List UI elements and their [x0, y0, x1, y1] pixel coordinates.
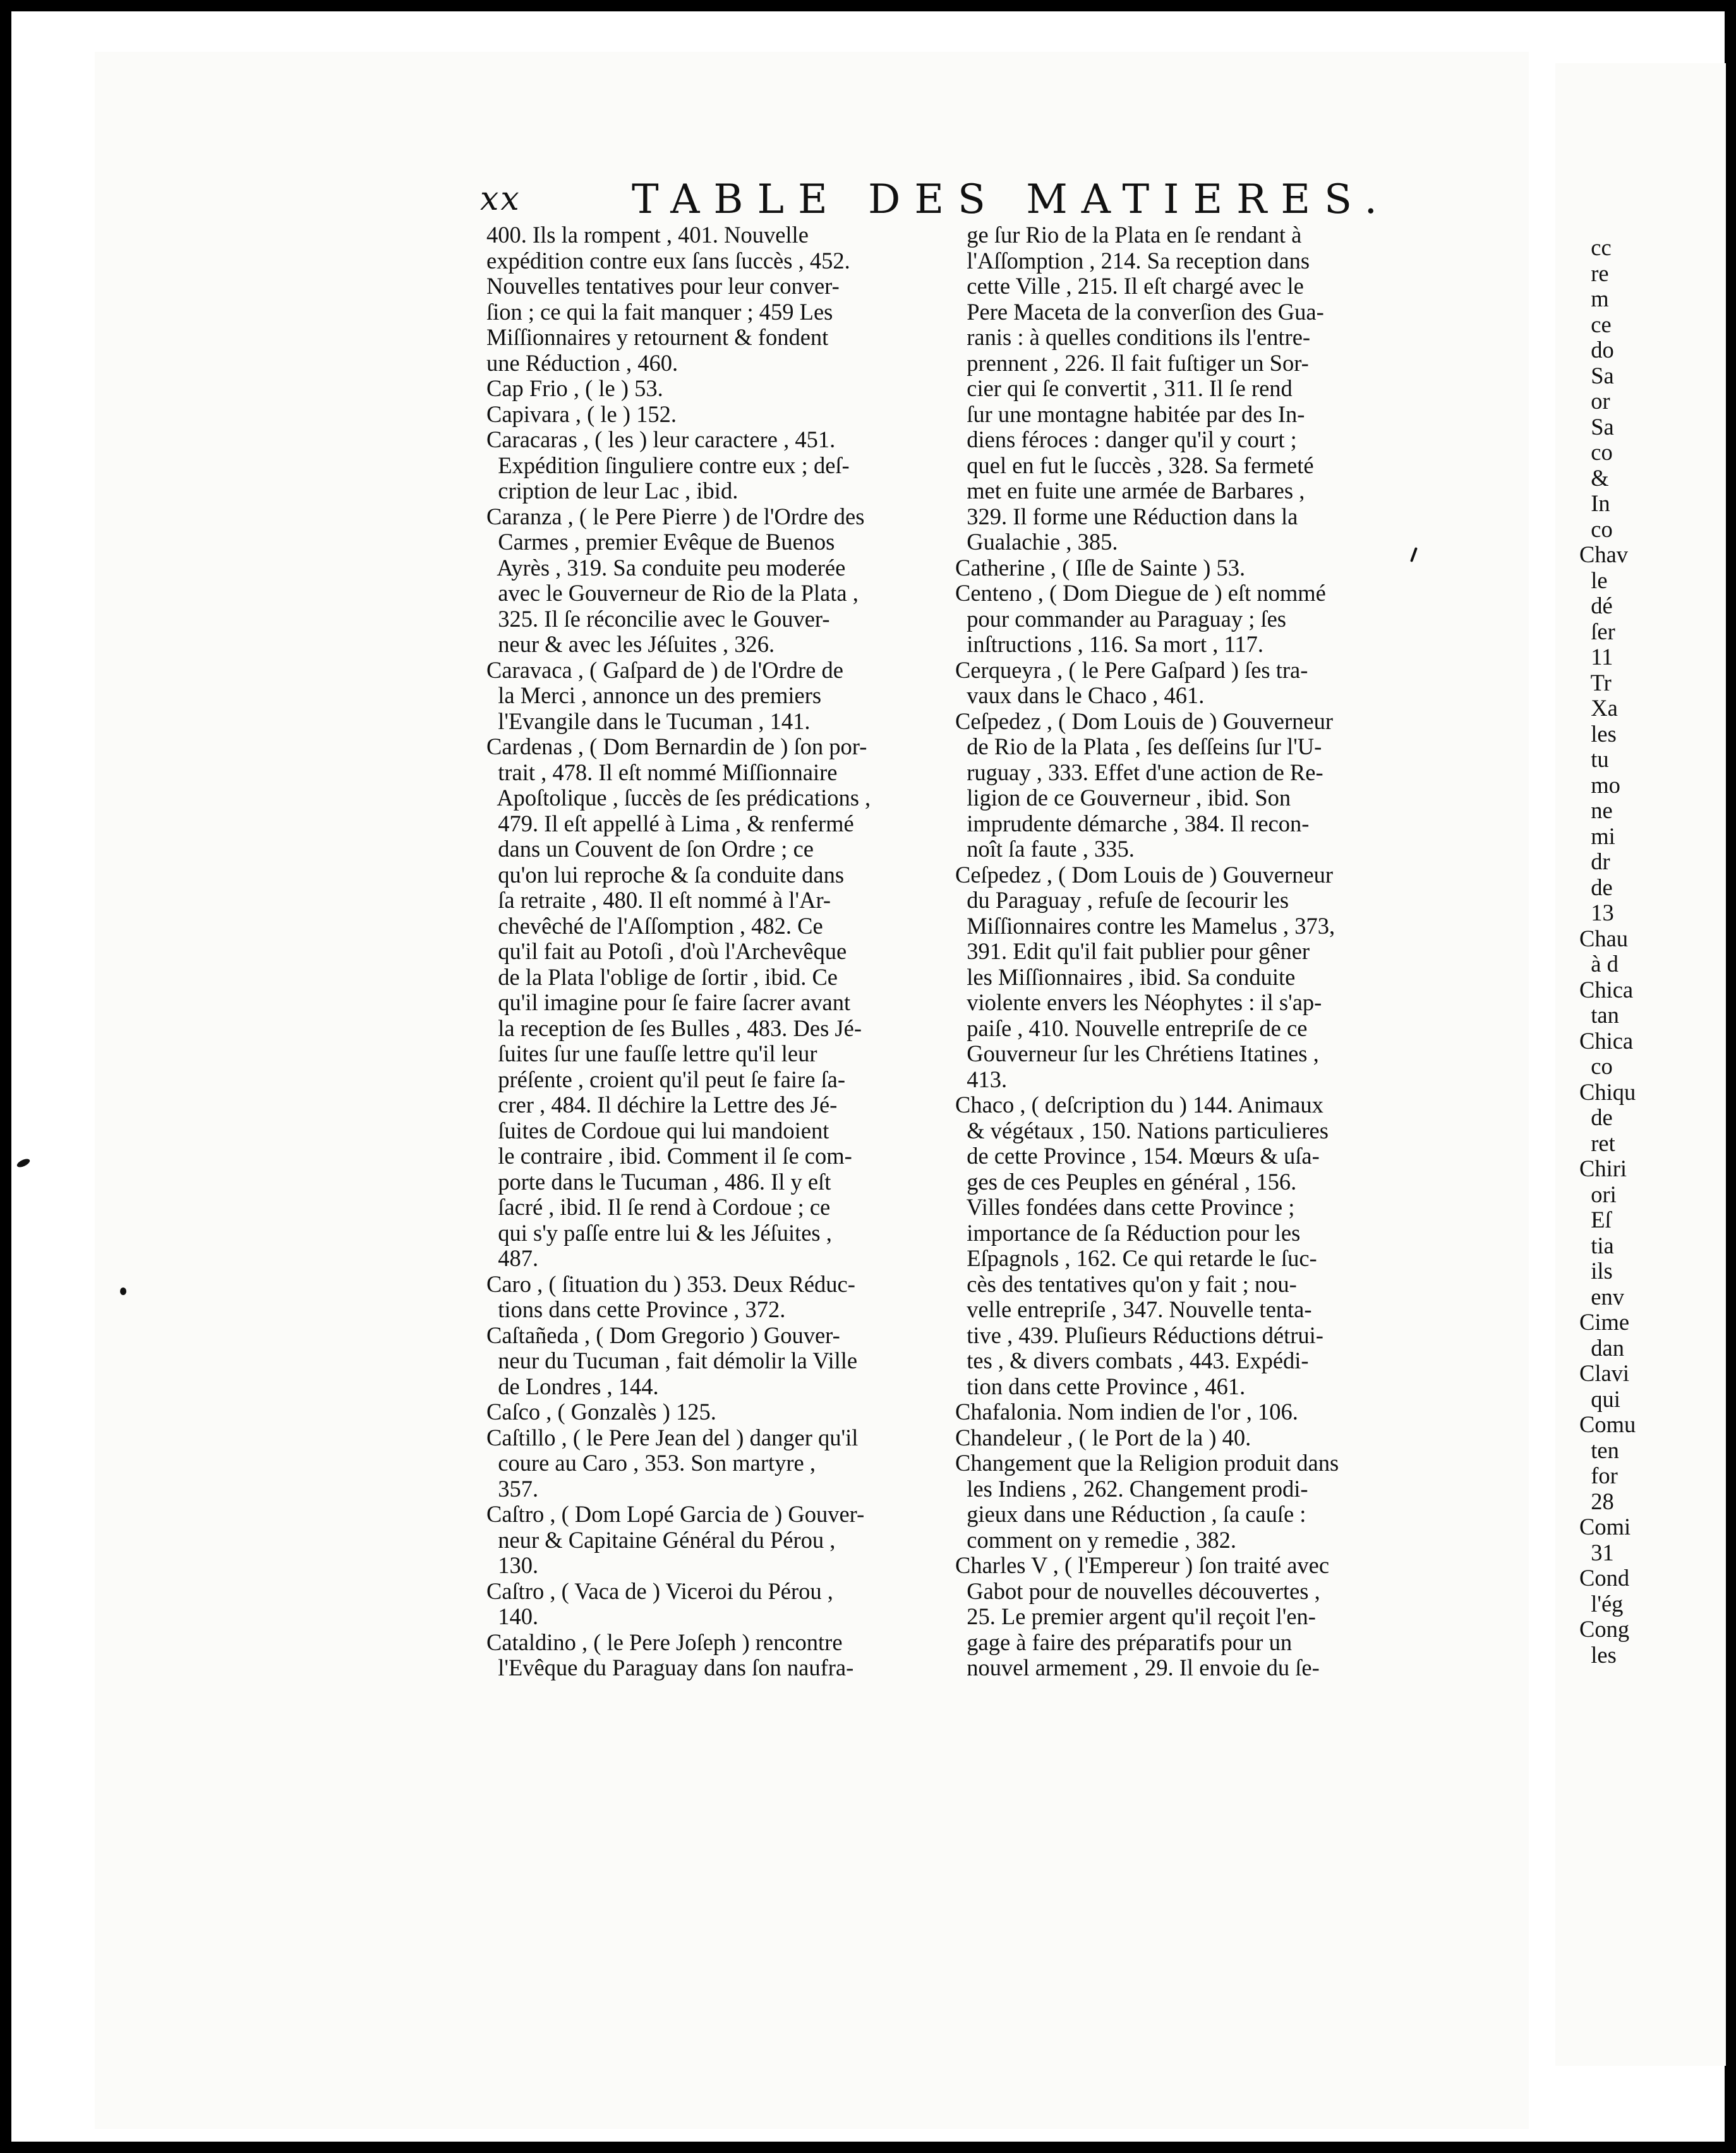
facing-page-line: Chica — [1579, 1027, 1634, 1054]
facing-page-line: In — [1579, 490, 1610, 516]
index-line: ranis : à quelles conditions ils l'entre- — [955, 324, 1311, 350]
index-line: qui s'y paſſe entre lui & les Jéſuites , — [486, 1219, 832, 1246]
index-line: Gualachie , 385. — [955, 529, 1118, 555]
facing-page-line: Chiqu — [1579, 1078, 1636, 1105]
facing-page-line: Xa — [1579, 695, 1618, 721]
index-line: Caſtro , ( Dom Lopé Garcia de ) Gouver- — [486, 1501, 865, 1527]
facing-page-line: ne — [1579, 797, 1613, 823]
index-line: gage à faire des préparatifs pour un — [955, 1629, 1293, 1655]
index-line: importance de ſa Réduction pour les — [955, 1219, 1301, 1246]
facing-page-line: ils — [1579, 1258, 1613, 1284]
index-line: expédition contre eux ſans ſuccès , 452. — [486, 247, 850, 274]
facing-page-line: Sa — [1579, 413, 1614, 440]
index-line: une Réduction , 460. — [486, 349, 678, 376]
index-line: 329. Il forme une Réduction dans la — [955, 503, 1298, 529]
facing-page-line: ce — [1579, 311, 1612, 337]
index-line: tion dans cette Province , 461. — [955, 1373, 1246, 1399]
facing-page-line: ſer — [1579, 618, 1615, 644]
index-line: Miſſionnaires y retournent & fondent — [486, 324, 829, 350]
facing-page-line: 11 — [1579, 644, 1613, 670]
index-line: Chaco , ( deſcription du ) 144. Animaux — [955, 1092, 1323, 1118]
index-line: porte dans le Tucuman , 486. Il y eſt — [486, 1168, 831, 1195]
index-line: 413. — [955, 1066, 1008, 1092]
index-line: Ayrès , 319. Sa conduite peu moderée — [486, 554, 846, 581]
index-line: les Miſſionnaires , ibid. Sa conduite — [955, 963, 1296, 990]
index-line: Catherine , ( Iſle de Sainte ) 53. — [955, 554, 1246, 581]
index-line: Changement que la Religion produit dans — [955, 1450, 1339, 1476]
facing-page-line: Cong — [1579, 1616, 1630, 1642]
index-line: 325. Il ſe réconcilie avec le Gouver- — [486, 605, 830, 632]
index-line: qu'il imagine pour ſe faire ſacrer avant — [486, 989, 851, 1015]
facing-page-line: or — [1579, 388, 1610, 414]
index-line: violente envers les Néophytes : il s'ap- — [955, 989, 1322, 1015]
index-line: ſa retraite , 480. Il eſt nommé à l'Ar- — [486, 887, 831, 913]
running-title: TABLE DES MATIERES. — [632, 176, 1391, 223]
index-line: Caſtillo , ( le Pere Jean del ) danger qu'il — [486, 1424, 859, 1450]
index-line: Gouverneur ſur les Chrétiens Itatines , — [955, 1040, 1319, 1066]
index-line: le contraire , ibid. Comment il ſe com- — [486, 1143, 852, 1169]
index-line: met en fuite une armée de Barbares , — [955, 478, 1305, 504]
index-line: les Indiens , 262. Changement prodi- — [955, 1475, 1308, 1502]
index-line: coure au Caro , 353. Son martyre , — [486, 1450, 816, 1476]
index-line: crer , 484. Il déchire la Lettre des Jé- — [486, 1092, 838, 1118]
index-line: 400. Ils la rompent , 401. Nouvelle — [486, 222, 809, 248]
index-line: Apoſtolique , ſuccès de ſes prédications , — [486, 785, 871, 811]
index-line: gieux dans une Réduction , ſa cauſe : — [955, 1501, 1306, 1527]
index-line: Pere Maceta de la converſion des Gua- — [955, 298, 1324, 325]
index-line: l'Evangile dans le Tucuman , 141. — [486, 708, 811, 734]
facing-page-line: tu — [1579, 746, 1609, 772]
index-line: Capivara , ( le ) 152. — [486, 401, 677, 427]
facing-page-line: m — [1579, 286, 1609, 311]
index-line: cette Ville , 215. Il eſt chargé avec le — [955, 273, 1304, 299]
index-line: vaux dans le Chaco , 461. — [955, 682, 1205, 708]
page-folio: xx — [480, 180, 521, 218]
stray-mark — [120, 1288, 126, 1295]
facing-page-line: ten — [1579, 1437, 1619, 1463]
facing-page-line: co — [1579, 1053, 1613, 1079]
facing-page-line: co — [1579, 516, 1613, 542]
facing-page-line: cc — [1579, 234, 1612, 260]
index-line: cès des tentatives qu'on y fait ; nou- — [955, 1270, 1297, 1297]
index-line: Chafalonia. Nom indien de l'or , 106. — [955, 1399, 1298, 1425]
facing-page-line: tia — [1579, 1232, 1614, 1258]
facing-page-line: Cond — [1579, 1565, 1630, 1591]
facing-page-line: Sa — [1579, 362, 1614, 389]
index-line: diens féroces : danger qu'il y court ; — [955, 426, 1297, 452]
index-line: de Rio de la Plata , ſes deſſeins ſur l'U- — [955, 733, 1322, 759]
facing-page-line: co — [1579, 439, 1613, 465]
index-line: Caro , ( ſituation du ) 353. Deux Réduc- — [486, 1270, 855, 1297]
facing-page-line: Chica — [1579, 976, 1634, 1003]
index-line: ges de ces Peuples en général , 156. — [955, 1168, 1297, 1195]
index-line: Miſſionnaires contre les Mamelus , 373, — [955, 912, 1335, 939]
page-gutter — [1529, 51, 1555, 2135]
index-line: avec le Gouverneur de Rio de la Plata , — [486, 580, 859, 606]
index-line: Villes fondées dans cette Province ; — [955, 1194, 1295, 1220]
index-line: Ceſpedez , ( Dom Louis de ) Gouverneur — [955, 861, 1334, 888]
facing-page-line: ret — [1579, 1130, 1615, 1156]
index-line: du Paraguay , refuſe de ſecourir les — [955, 887, 1289, 913]
index-line: 130. — [486, 1552, 539, 1578]
facing-page-line: Chav — [1579, 541, 1629, 567]
index-line: ſion ; ce qui la fait manquer ; 459 Les — [486, 298, 833, 325]
index-line: 487. — [486, 1245, 539, 1271]
index-line: Gabot pour de nouvelles découvertes , — [955, 1577, 1320, 1604]
index-line: l'Aſſomption , 214. Sa reception dans — [955, 247, 1310, 274]
index-line: Centeno , ( Dom Diegue de ) eſt nommé — [955, 580, 1326, 606]
index-line: Charles V , ( l'Empereur ) ſon traité avec — [955, 1552, 1330, 1578]
facing-page-line: Chiri — [1579, 1155, 1627, 1181]
facing-page-line: 28 — [1579, 1488, 1614, 1514]
index-line: 479. Il eſt appellé à Lima , & renfermé — [486, 810, 854, 836]
index-line: la Merci , annonce un des premiers — [486, 682, 822, 708]
facing-page-line: Eſ — [1579, 1207, 1612, 1233]
facing-page-line: Tr — [1579, 669, 1612, 696]
index-line: neur & avec les Jéſuites , 326. — [486, 631, 775, 657]
index-line: cier qui ſe convertit , 311. Il ſe rend — [955, 375, 1293, 401]
index-line: 140. — [486, 1603, 539, 1629]
index-line: Expédition ſinguliere contre eux ; deſ- — [486, 452, 850, 478]
index-line: inſtructions , 116. Sa mort , 117. — [955, 631, 1263, 657]
index-line: Caſco , ( Gonzalès ) 125. — [486, 1399, 716, 1425]
index-line: ſuites ſur une fauſſe lettre qu'il leur — [486, 1040, 817, 1066]
index-line: trait , 478. Il eſt nommé Miſſionnaire — [486, 759, 838, 785]
index-line: l'Evêque du Paraguay dans ſon naufra- — [486, 1655, 854, 1680]
facing-page-line: for — [1579, 1462, 1618, 1488]
index-line: & végétaux , 150. Nations particulieres — [955, 1117, 1329, 1143]
facing-page-line: les — [1579, 1641, 1617, 1668]
index-line: Caranza , ( le Pere Pierre ) de l'Ordre des — [486, 503, 865, 529]
facing-page-line: env — [1579, 1283, 1624, 1310]
index-line: quel en fut le ſuccès , 328. Sa fermeté — [955, 452, 1314, 478]
facing-page-line: les — [1579, 720, 1617, 747]
facing-page-line: de — [1579, 1104, 1613, 1130]
facing-page-text — [1579, 235, 1725, 1668]
index-line: noît ſa faute , 335. — [955, 836, 1135, 862]
index-line: Cap Frio , ( le ) 53. — [486, 375, 663, 401]
facing-page-line: 13 — [1579, 900, 1614, 926]
facing-page-line: Chau — [1579, 925, 1629, 951]
index-line: velle entrepriſe , 347. Nouvelle tenta- — [955, 1296, 1312, 1322]
facing-page-line: Cime — [1579, 1309, 1630, 1335]
index-line: prennent , 226. Il fait fuſtiger un Sor- — [955, 349, 1309, 376]
facing-page-line: ori — [1579, 1181, 1617, 1207]
index-line: neur & Capitaine Général du Pérou , — [486, 1526, 836, 1553]
index-line: nouvel armement , 29. Il envoie du ſe- — [955, 1655, 1320, 1680]
index-line: Chandeleur , ( le Port de la ) 40. — [955, 1424, 1251, 1450]
index-line: Caravaca , ( Gaſpard de ) de l'Ordre de — [486, 656, 843, 683]
facing-page-line: re — [1579, 260, 1609, 286]
index-line: qu'il fait au Potoſi , d'où l'Archevêque — [486, 938, 847, 964]
index-line: Cataldino , ( le Pere Joſeph ) rencontre — [486, 1629, 843, 1655]
facing-page-line: Clavi — [1579, 1360, 1630, 1386]
index-line: Caſtañeda , ( Dom Gregorio ) Gouver- — [486, 1322, 840, 1348]
facing-page-line: Comi — [1579, 1514, 1631, 1540]
index-line: Caſtro , ( Vaca de ) Viceroi du Pérou , — [486, 1577, 833, 1604]
index-line: de la Plata l'oblige de ſortir , ibid. Ce — [486, 963, 838, 990]
index-line: pour commander au Paraguay ; ſes — [955, 605, 1287, 632]
index-line: tive , 439. Pluſieurs Réductions détrui- — [955, 1322, 1323, 1348]
index-line: imprudente démarche , 384. Il recon- — [955, 810, 1310, 836]
index-line: dans un Couvent de ſon Ordre ; ce — [486, 836, 814, 862]
facing-page-line: & — [1579, 464, 1609, 491]
index-line: ſacré , ibid. Il ſe rend à Cordoue ; ce — [486, 1194, 831, 1220]
facing-page-line: dr — [1579, 848, 1610, 874]
index-line: tions dans cette Province , 372. — [486, 1296, 786, 1322]
index-line: Ceſpedez , ( Dom Louis de ) Gouverneur — [955, 708, 1334, 734]
index-column-right — [955, 222, 1385, 1681]
index-line: 357. — [486, 1475, 539, 1502]
index-line: ge ſur Rio de la Plata en ſe rendant à — [955, 222, 1302, 248]
index-line: tes , & divers combats , 443. Expédi- — [955, 1348, 1309, 1373]
facing-page-line: le — [1579, 567, 1608, 593]
index-line: ruguay , 333. Effet d'une action de Re- — [955, 759, 1323, 785]
index-line: Eſpagnols , 162. Ce qui retarde le ſuc- — [955, 1245, 1317, 1271]
index-line: Cardenas , ( Dom Bernardin de ) ſon por- — [486, 733, 867, 759]
facing-page-line: mo — [1579, 771, 1620, 798]
index-line: ligion de ce Gouverneur , ibid. Son — [955, 785, 1291, 811]
facing-page-line: tan — [1579, 1002, 1619, 1028]
facing-page-line: 31 — [1579, 1539, 1614, 1565]
facing-page-line: à d — [1579, 951, 1618, 977]
facing-page-line: de — [1579, 874, 1613, 900]
index-line: Carmes , premier Evêque de Buenos — [486, 529, 835, 555]
index-line: la reception de ſes Bulles , 483. Des Jé- — [486, 1015, 862, 1041]
index-line: neur du Tucuman , fait démolir la Ville — [486, 1348, 858, 1373]
index-line: de cette Province , 154. Mœurs & uſa- — [955, 1143, 1320, 1169]
index-line: Caracaras , ( les ) leur caractere , 451. — [486, 426, 836, 452]
index-line: 25. Le premier argent qu'il reçoit l'en- — [955, 1603, 1316, 1629]
index-line: 391. Edit qu'il fait publier pour gêner — [955, 938, 1310, 964]
facing-page-line: Comu — [1579, 1411, 1636, 1437]
facing-page-line: dan — [1579, 1334, 1624, 1361]
index-column-left — [486, 222, 916, 1681]
facing-page-line: do — [1579, 337, 1614, 363]
index-line: de Londres , 144. — [486, 1373, 659, 1399]
index-line: ſur une montagne habitée par des In- — [955, 401, 1305, 427]
index-line: chevêché de l'Aſſomption , 482. Ce — [486, 912, 823, 939]
facing-page-line: dé — [1579, 593, 1613, 618]
facing-page-line: l'ég — [1579, 1590, 1624, 1617]
index-line: préſente , croient qu'il peut ſe faire ſa- — [486, 1066, 846, 1092]
index-line: paiſe , 410. Nouvelle entrepriſe de ce — [955, 1015, 1308, 1041]
index-line: Cerqueyra , ( le Pere Gaſpard ) ſes tra- — [955, 656, 1308, 683]
index-line: ſuites de Cordoue qui lui mandoient — [486, 1117, 829, 1143]
index-line: Nouvelles tentatives pour leur conver- — [486, 273, 840, 299]
facing-page-line: mi — [1579, 823, 1615, 849]
facing-page-line: qui — [1579, 1385, 1620, 1412]
index-line: comment on y remedie , 382. — [955, 1526, 1236, 1553]
index-line: cription de leur Lac , ibid. — [486, 478, 738, 504]
index-line: qu'on lui reproche & ſa conduite dans — [486, 861, 845, 888]
